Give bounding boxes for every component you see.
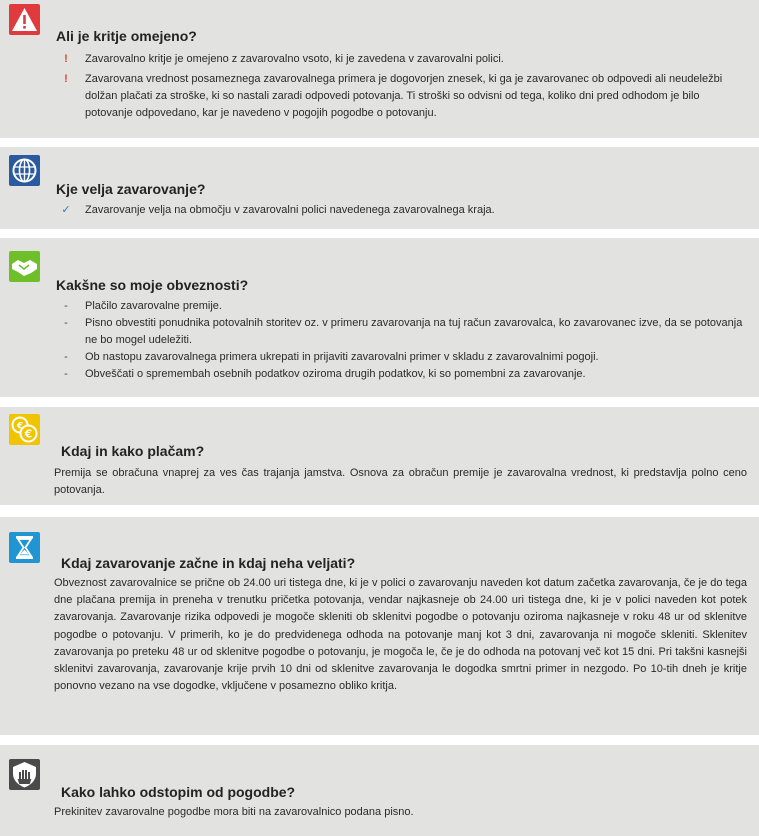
section-title: Kdaj zavarovanje začne in kdaj neha veljati? [61, 555, 356, 571]
list-item: - Pisno obvestiti ponudnika potovalnih storitev oz. v primeru zavarovanja na tuj račun zavarovalca, ko zavarovanec izve, da se potovanja ne bo mogel udeležiti. [60, 315, 747, 349]
hourglass-icon [9, 532, 40, 563]
section-text: Premija se obračuna vnaprej za ves čas trajanja jamstva. Osnova za obračun premije je zavarovalna vrednost, ki predstavlja polno ceno potovanja. [54, 467, 747, 497]
list-item: - Obveščati o spremembah osebnih podatkov oziroma drugih podatkov, ki so pomembni za zavarovanje. [60, 366, 747, 383]
list-item: - Plačilo zavarovalne premije. [60, 298, 747, 315]
euro-coins-icon [9, 414, 40, 445]
dash-icon: - [64, 351, 68, 363]
section-text: Prekinitev zavarovalne pogodbe mora biti na zavarovalnico podana pisno. [54, 806, 414, 818]
list-item: ! Zavarovana vrednost posameznega zavarovalnega primera je dogovorjen znesek, ki ga je zavarovanec ob odpovedi ali neudeležbi dolžan plačati za stroške, ki so nastali zaradi odpovedi potovanja. Ti stroški so odvisni od tega, koliko dni pred odhodom je bilo potovanje odpovedano, kar je navedeno v pogojih pogodbe o potovanju. [60, 71, 747, 122]
list-item: - Ob nastopu zavarovalnega primera ukrepati in prijaviti zavarovalni primer v skladu z zavarovalnimi pogoji. [60, 349, 747, 366]
section-duration [0, 517, 759, 735]
globe-icon [9, 155, 40, 186]
section-title: Kdaj in kako plačam? [61, 443, 205, 459]
dash-icon: - [64, 317, 68, 329]
dash-icon: - [64, 368, 68, 380]
warning-icon [9, 4, 40, 35]
section-obligations [0, 238, 759, 397]
section-title: Kakšne so moje obveznosti? [56, 277, 249, 293]
section-payment [0, 407, 759, 505]
hand-stop-icon [9, 759, 40, 790]
section-coverage-limits [0, 0, 759, 138]
section-withdrawal [0, 745, 759, 836]
section-where-valid [0, 147, 759, 229]
handshake-icon [9, 251, 40, 282]
list-item: ! Zavarovalno kritje je omejeno z zavarovalno vsoto, ki je zavedena v zavarovalni polici. [60, 51, 747, 68]
list-item: ✓ Zavarovanje velja na območju v zavarovalni polici navedenega zavarovalnega kraja. [60, 202, 747, 219]
svg-text:€: € [24, 427, 33, 441]
section-text: Obveznost zavarovalnice se prične ob 24.00 uri tistega dne, ki je v polici o zavarovanju naveden kot datum začetka zavarovanja, če je do tega dne plačana premija in preneha v trenutku pričetka potovanja, vendar najkasneje ob 24.00 uri tistega dne, ki je v polici naveden kot potek zavarovanja. Zavarovanje rizika odpovedi je mogoče skleniti ob sklenitvi pogodbe o potovanju oziroma najkasneje v roku 48 ur od sklenitve pogodbe o potovanju. V primerih, ko je do predvidenega odhoda na potovanje manj kot 3 dni, zavarovanja ni mogoče skleniti. Sklenitev zavarovanja po preteku 48 ur od sklenitve pogodbe o potovanju, je mogoča le, če je do odhoda na potovanj več kot 15 dni. Pri takšni kasnejši sklenitvi zavarovanja, zavarovanje krije prvih 10 dni od sklenitve zavarovanja le dogodka smrtni primer in nezgodo. Po 10-tih dneh je kritje ponovno vezano na vse dogodke, vključene v posamezno obliko kritja. [54, 577, 747, 693]
section-title: Kako lahko odstopim od pogodbe? [61, 784, 296, 800]
dash-icon: - [64, 300, 68, 312]
bullet-list [60, 51, 747, 122]
bullet-list [60, 202, 747, 219]
svg-text:€: € [16, 421, 24, 432]
exclamation-icon: ! [64, 53, 68, 65]
exclamation-icon: ! [64, 73, 68, 85]
checkmark-icon: ✓ [61, 204, 71, 216]
section-title: Kje velja zavarovanje? [56, 181, 206, 197]
bullet-list [60, 298, 747, 383]
section-title: Ali je kritje omejeno? [56, 28, 197, 44]
